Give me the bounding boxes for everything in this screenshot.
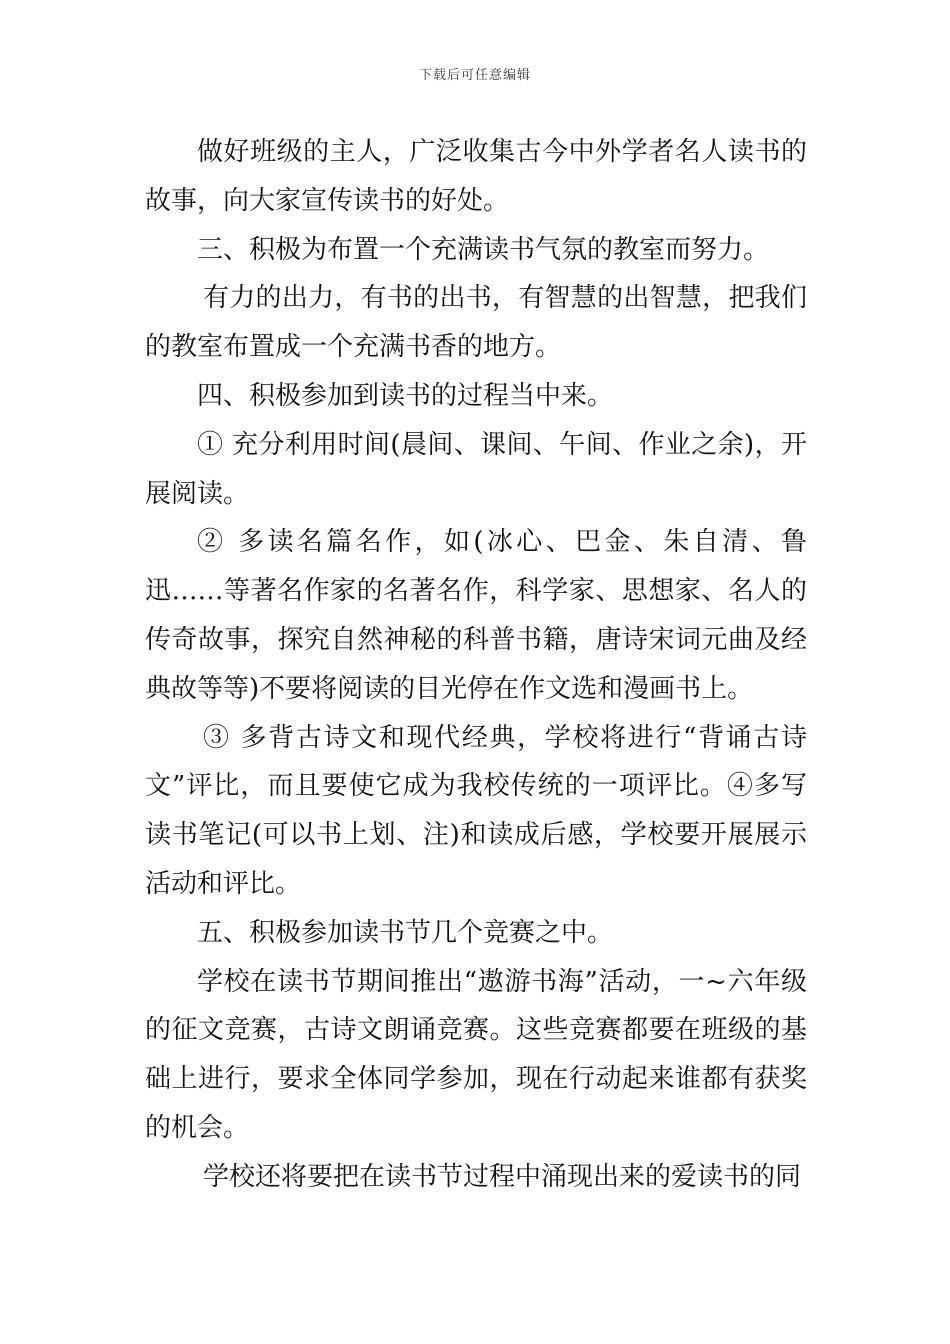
list-item-1: ① 充分利用时间(晨间、课间、午间、作业之余)，开展阅读。 xyxy=(145,429,807,509)
section-heading-3: 三、积极为布置一个充满读书气氛的教室而努力。 xyxy=(197,234,770,265)
section-heading-4: 四、积极参加到读书的过程当中来。 xyxy=(197,380,614,411)
list-item-3: ③ 多背古诗文和现代经典，学校将进行“背诵古诗文”评比，而且要使它成为我校传统的一项评比。④多写读书笔记(可以书上划、注)和读成后感，学校要开展展示活动和评比。 xyxy=(145,722,807,899)
list-item-2: ② 多读名篇名作，如(冰心、巴金、朱自清、鲁迅……等著名作家的名著名作，科学家、思想家、名人的传奇故事，探究自然神秘的科普书籍，唐诗宋词元曲及经典故等等)不要将阅读的目光停在作文选和漫画书上。 xyxy=(145,527,807,704)
page-header-note: 下载后可任意编辑 xyxy=(418,68,531,83)
paragraph-2: 有力的出力，有书的出书，有智慧的出智慧，把我们的教室布置成一个充满书香的地方。 xyxy=(145,283,807,363)
section-heading-5: 五、积极参加读书节几个竞赛之中。 xyxy=(197,917,614,948)
paragraph-4: 学校还将要把在读书节过程中涌现出来的爱读书的同 xyxy=(203,1161,802,1192)
paragraph-3: 学校在读书节期间推出“遨游书海”活动，一~六年级的征文竞赛，古诗文朗诵竞赛。这些竞赛都要在班级的基础上进行，要求全体同学参加，现在行动起来谁都有获奖的机会。 xyxy=(145,966,807,1143)
paragraph-1: 做好班级的主人，广泛收集古今中外学者名人读书的故事，向大家宣传读书的好处。 xyxy=(145,137,807,216)
document-body xyxy=(145,128,807,1202)
